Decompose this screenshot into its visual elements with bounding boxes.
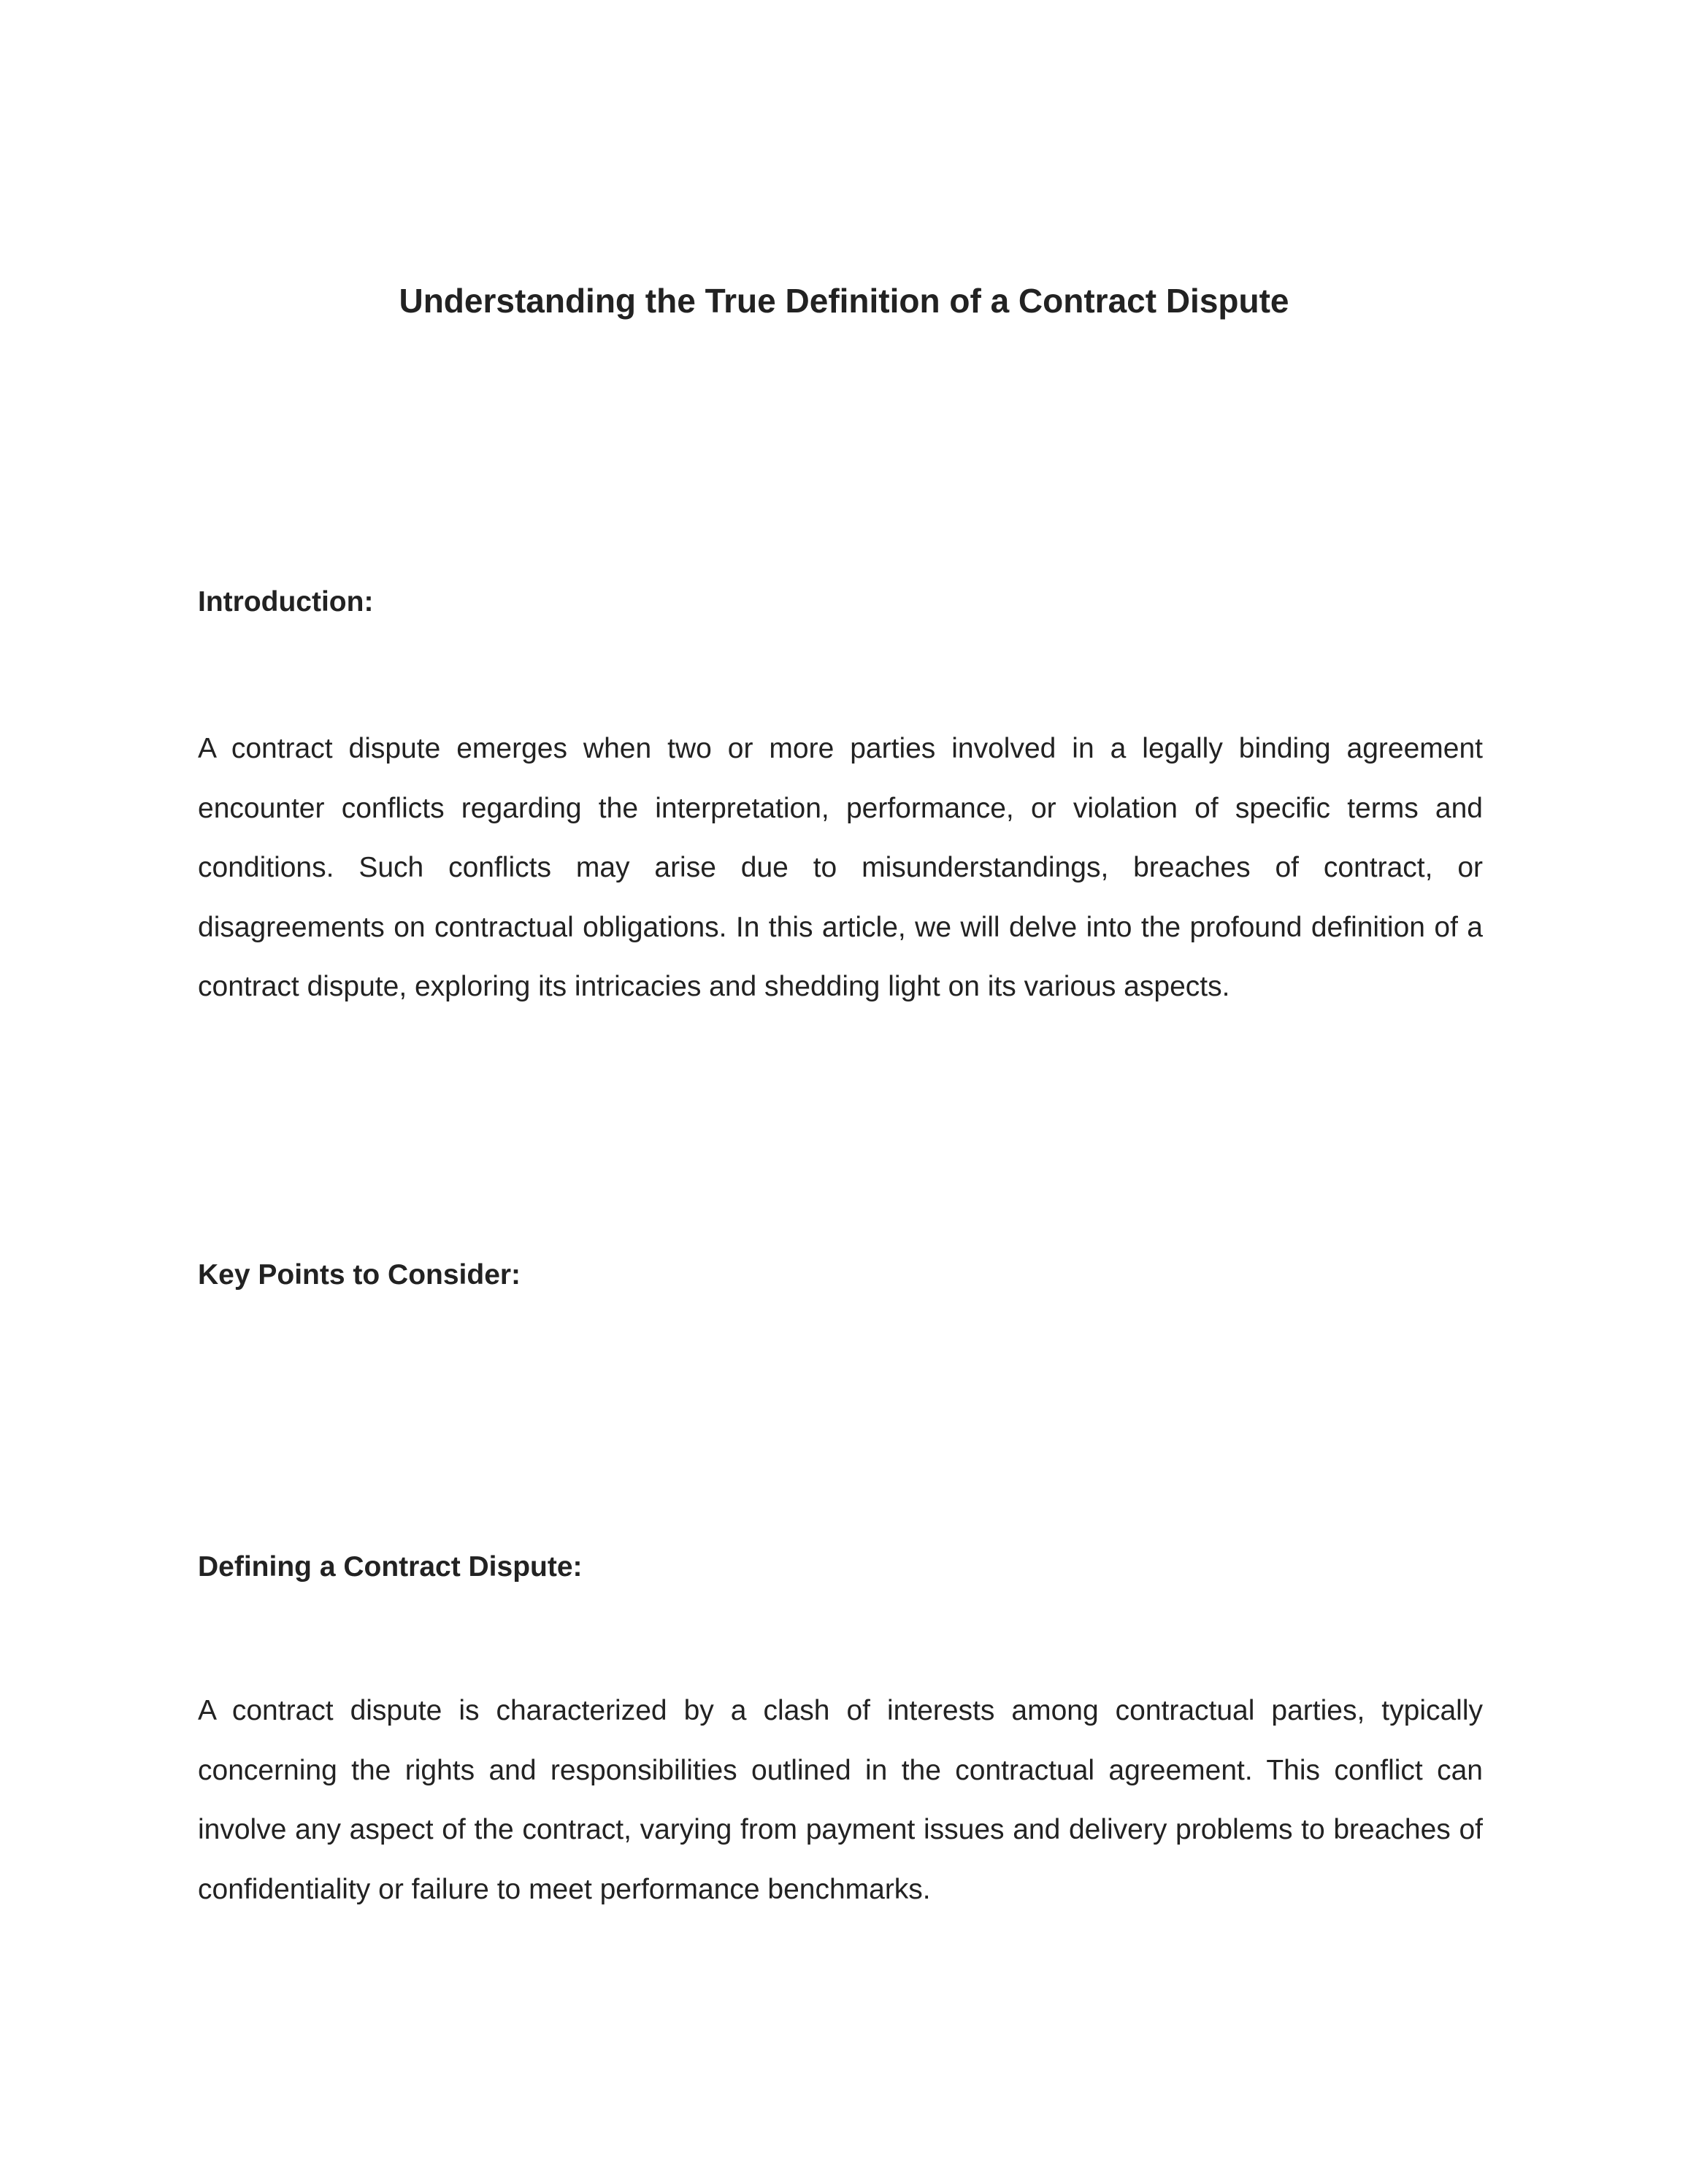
section-heading-key-points: Key Points to Consider: — [198, 1259, 521, 1291]
section-heading-introduction: Introduction: — [198, 586, 374, 618]
section-heading-defining: Defining a Contract Dispute: — [198, 1551, 583, 1583]
section-paragraph-introduction: A contract dispute emerges when two or more parties involved in a legally binding agreement encounter conflicts regarding the interpretation, performance, or violation of specific terms and conditions. Such conflicts may arise due to misunderstandings, breaches of contract, or disagreements on contractual obligations. In this article, we will delve into the profound definition of a contract dispute, exploring its intricacies and shedding light on its various aspects. — [198, 733, 1483, 1002]
document-title: Understanding the True Definition of a Contract Dispute — [399, 282, 1289, 320]
section-paragraph-defining: A contract dispute is characterized by a clash of interests among contractual parties, typically concerning the rights and responsibilities outlined in the contractual agreement. This conflict can involve any aspect of the contract, varying from payment issues and delivery problems to breaches of confidentiality or failure to meet performance benchmarks. — [198, 1695, 1483, 1905]
